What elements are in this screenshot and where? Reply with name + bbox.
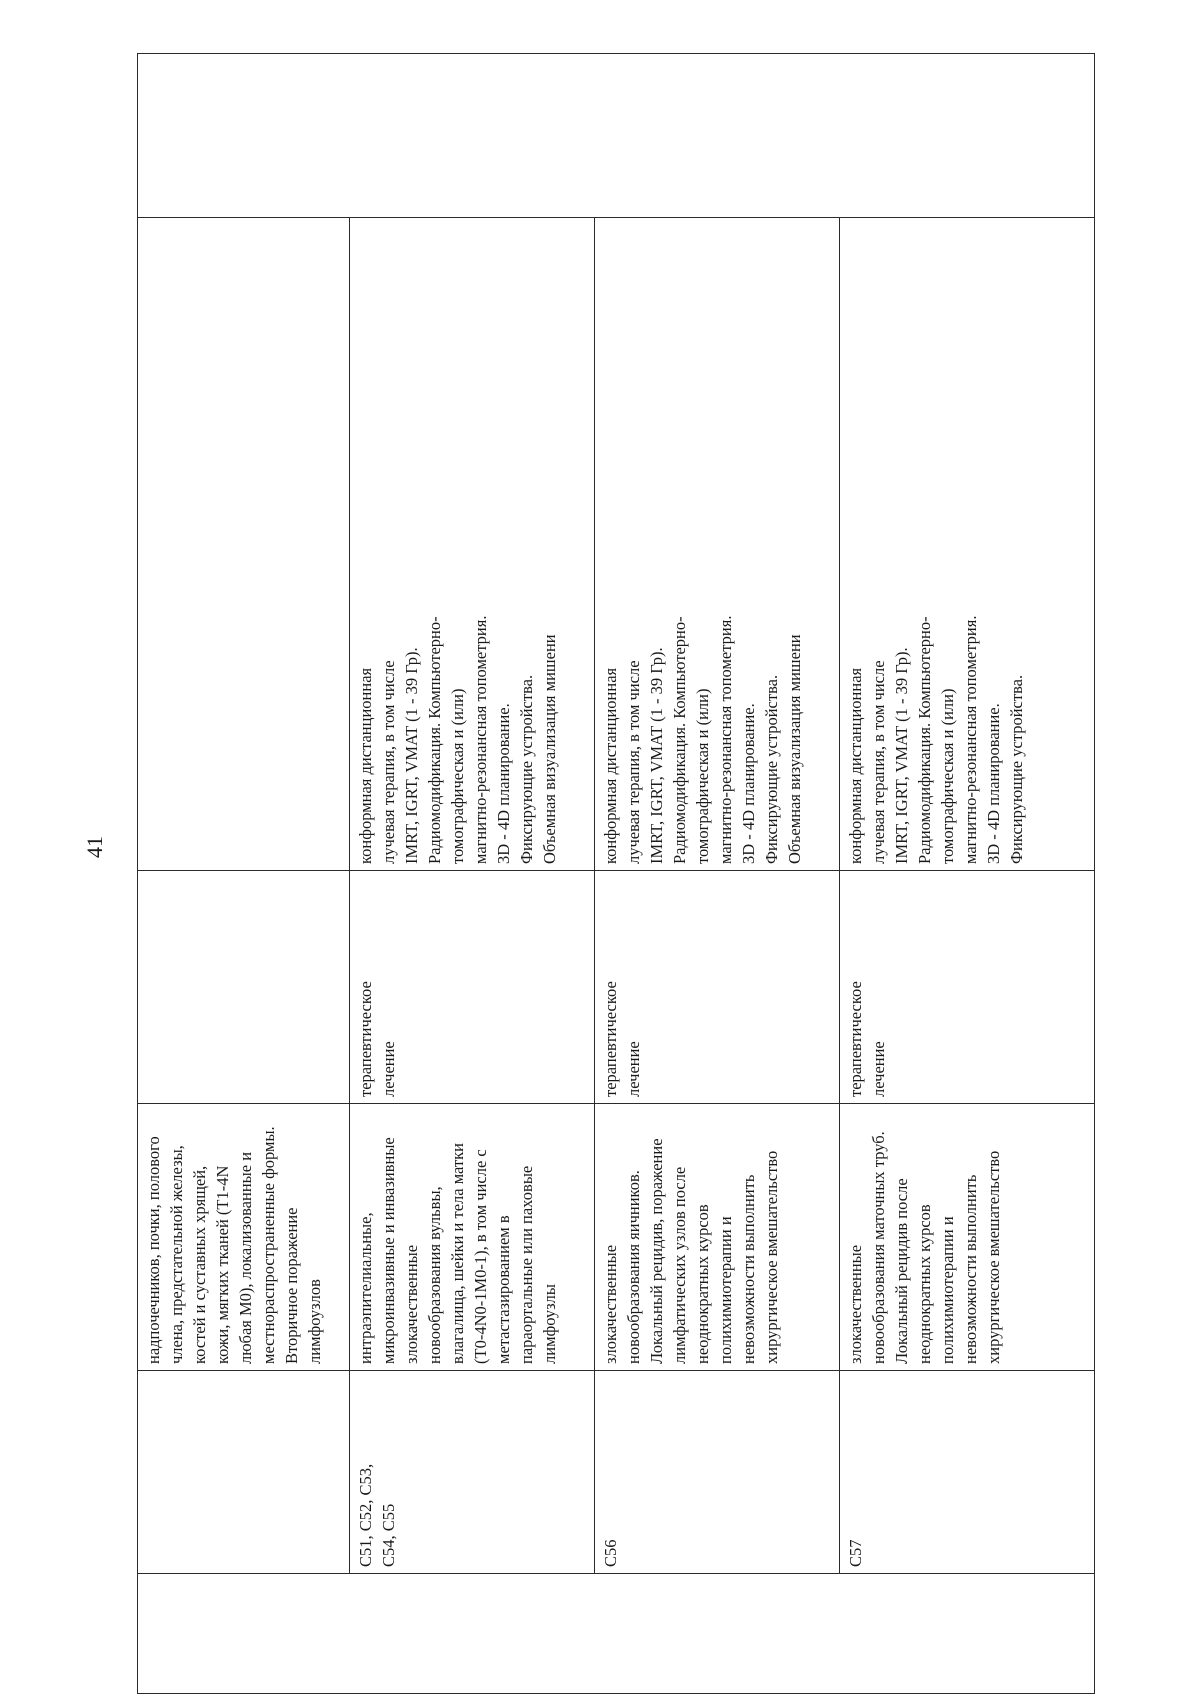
table-row	[138, 54, 350, 1694]
treatment-type-cell: терапевтическое лечение	[350, 871, 595, 1104]
code-cell	[138, 1371, 350, 1574]
diagnosis-cell: надпочечников, почки, полового члена, предстательной железы, костей и суставных хрящей, кожи, мягких тканей (T1-4N любая M0), локализованные и местнораспространенные формы. Вторичное поражение лимфоузлов	[138, 1104, 350, 1371]
diagnosis-cell: злокачественные новообразования яичников. Локальный рецидив, поражение лимфатических узлов после неоднократных курсов полихимиотерапии и невозможности выполнить хирургическое вмешательство	[595, 1104, 840, 1371]
diagnosis-cell: интраэпителиальные, микроинвазивные и инвазивные злокачественные новообразования вульвы, влагалища, шейки и тела матки (T0-4N0-1M0-1), в том числе с метастазированием в параортальные или паховые лимфоузлы	[350, 1104, 595, 1371]
method-cell: конформная дистанционная лучевая терапия, в том числе IMRT, IGRT, VMAT (1 - 39 Гр). Радиомодификация. Компьютерно- томографическая и (или) магнитно-резонансная топометрия. 3D - 4D планирование. Фиксирующие устройства.	[840, 218, 1095, 871]
code-cell: C51, C52, C53, C54, C55	[350, 1371, 595, 1574]
treatment-type-cell: терапевтическое лечение	[595, 871, 840, 1104]
rotated-table-container	[137, 54, 1094, 1694]
diagnosis-cell: злокачественные новообразования маточных труб. Локальный рецидив после неоднократных курсов полихимиотерапии и невозможности выполнить хирургическое вмешательство	[840, 1104, 1095, 1371]
outer-left-cell	[138, 1574, 1095, 1694]
treatment-type-cell: терапевтическое лечение	[840, 871, 1095, 1104]
table-row	[595, 54, 840, 1694]
method-cell: конформная дистанционная лучевая терапия, в том числе IMRT, IGRT, VMAT (1 - 39 Гр). Радиомодификация. Компьютерно- томографическая и (или) магнитно-резонансная топометрия. 3D - 4D планирование. Фиксирующие устройства. Объемная визуализация мишени	[350, 218, 595, 871]
table-row	[840, 54, 1095, 1694]
page-number: 41	[82, 836, 107, 858]
method-cell	[138, 218, 350, 871]
code-cell: C56	[595, 1371, 840, 1574]
outer-right-cell	[138, 54, 1095, 218]
method-cell: конформная дистанционная лучевая терапия, в том числе IMRT, IGRT, VMAT (1 - 39 Гр). Радиомодификация. Компьютерно- томографическая и (или) магнитно-резонансная топометрия. 3D - 4D планирование. Фиксирующие устройства. Объемная визуализация мишени	[595, 218, 840, 871]
code-cell: C57	[840, 1371, 1095, 1574]
table-row	[350, 54, 595, 1694]
treatment-type-cell	[138, 871, 350, 1104]
treatment-table	[137, 53, 1095, 1694]
